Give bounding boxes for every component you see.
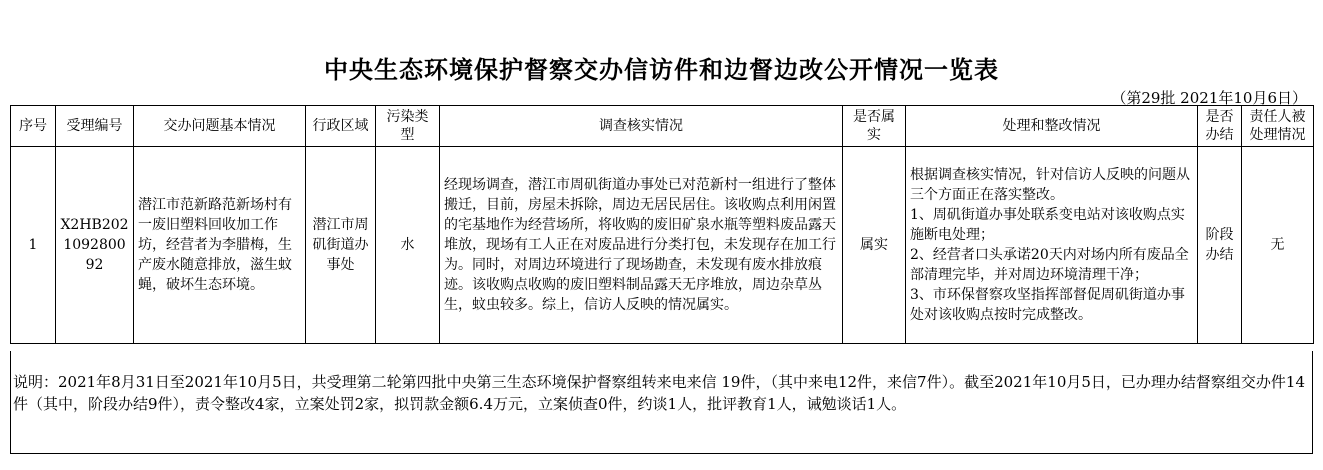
header-accountability: 责任人被处理情况 (1242, 106, 1314, 147)
header-pollution: 污染类型 (376, 106, 440, 147)
header-code: 受理编号 (56, 106, 134, 147)
page-title: 中央生态环境保护督察交办信访件和边督边改公开情况一览表 (324, 56, 999, 84)
note-text: 说明：2021年8月31日至2021年10月5日，共受理第二轮第四批中央第三生态环境保护督察组转来电来信 19件，（其中来电12件，来信7件）。截至2021年10月5日，已办理办结督察组交办件14件（其中，阶段办结9件），责令整改4家，立案处罚2家，拟罚款金额6.4万元，立案侦查0件，约谈1人，批评教育1人，诫勉谈话1人。 (13, 373, 1305, 413)
disclosure-table (10, 105, 1314, 344)
handling-step-1: 1、周矶街道办事处联系变电站对该收购点实施断电处理； (910, 207, 1185, 243)
header-problem: 交办问题基本情况 (134, 106, 306, 147)
table-header-row (11, 106, 1314, 147)
cell-handling (906, 147, 1198, 344)
header-verified: 是否属实 (843, 106, 906, 147)
handling-intro: 根据调查核实情况，针对信访人反映的问题从三个方面正在落实整改。 (910, 167, 1190, 203)
handling-step-2: 2、经营者口头承诺20天内对场内所有废品全部清理完毕，并对周边环境清理干净； (910, 247, 1189, 283)
cell-region: 潜江市周矶街道办事处 (306, 147, 376, 344)
header-investigation: 调查核实情况 (440, 106, 843, 147)
header-completed: 是否办结 (1198, 106, 1242, 147)
header-handling: 处理和整改情况 (906, 106, 1198, 147)
cell-investigation: 经现场调查，潜江市周矶街道办事处已对范新村一组进行了整体搬迁，目前，房屋未拆除，周边无居民居住。该收购点利用闲置的宅基地作为经营场所，将收购的废旧矿泉水瓶等塑料废品露天堆放，现场有工人正在对废品进行分类打包，未发现存在加工行为。同时，对周边环境进行了现场勘查，未发现有废水排放痕迹。该收购点收购的废旧塑料制品露天无序堆放，周边杂草丛生，蚊虫较多。综上，信访人反映的情况属实。 (440, 147, 843, 344)
cell-code: X2HB202109280092 (56, 147, 134, 344)
cell-problem: 潜江市范新路范新场村有一废旧塑料回收加工作坊，经营者为李腊梅，生产废水随意排放，滋生蚊蝇，破坏生态环境。 (134, 147, 306, 344)
header-seq: 序号 (11, 106, 56, 147)
cell-completed: 阶段办结 (1198, 147, 1242, 344)
cell-seq: 1 (11, 147, 56, 344)
cell-accountability: 无 (1242, 147, 1314, 344)
table-row (11, 147, 1314, 344)
cell-pollution: 水 (376, 147, 440, 344)
cell-verified: 属实 (843, 147, 906, 344)
note-box (10, 351, 1313, 454)
batch-date: （第29批 2021年10月6日） (1111, 89, 1307, 107)
header-region: 行政区域 (306, 106, 376, 147)
handling-step-3: 3、市环保督察攻坚指挥部督促周矶街道办事处对该收购点按时完成整改。 (910, 287, 1185, 323)
